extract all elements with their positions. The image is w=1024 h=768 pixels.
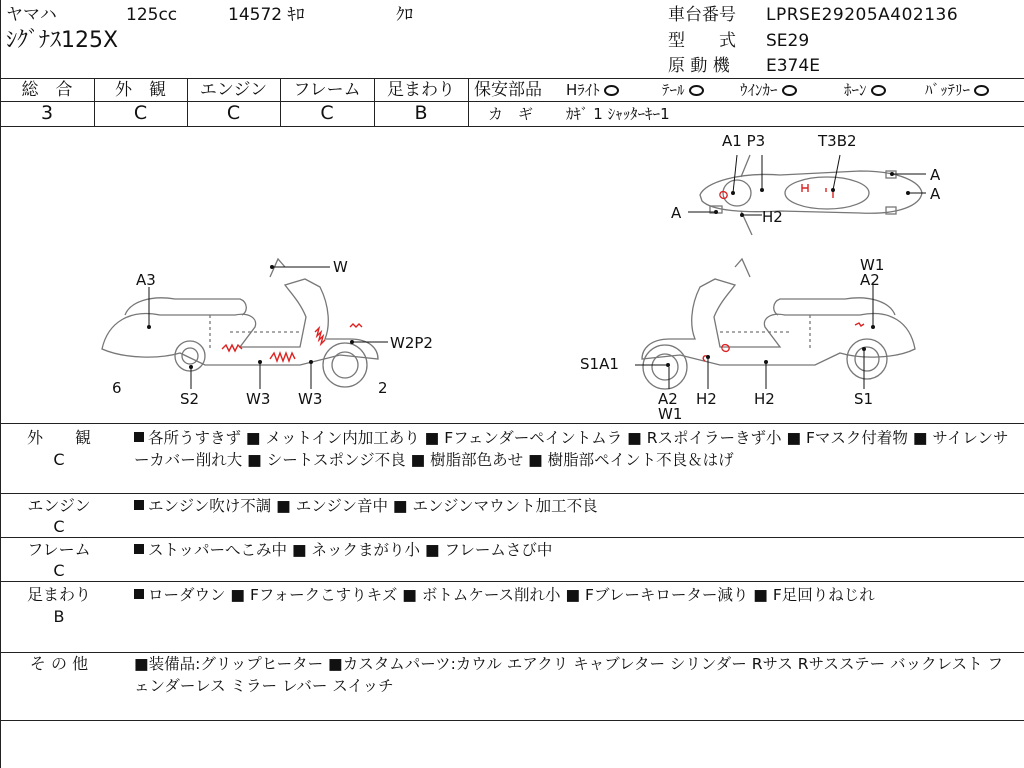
section-label: フレーム [27,540,91,559]
type-value: SE29 [766,31,810,51]
ok-circle-icon [782,85,797,96]
diagram-label: S1A1 [580,355,619,373]
diagram-label: S1 [854,390,874,408]
safety-label: 保安部品 [474,80,542,100]
type-label: 型 式 [668,31,736,51]
safety-item-battery: ﾊﾞｯﾃﾘｰ [925,80,989,100]
section-label: エンジン [27,496,91,515]
rating-frame: C [320,102,334,124]
chassis-value: LPRSE29205A402136 [766,5,959,25]
rating-suspension: B [414,102,428,124]
diagram-label: A [930,185,941,203]
mileage: 14572 ｷﾛ [228,5,305,25]
diagram-label: A3 [136,271,156,289]
rating-overall: 3 [40,102,54,124]
diagram-label: T3B2 [818,132,857,150]
section-text: ストッパーへこみ中 ■ ネックまがり小 ■ フレームさび中 [134,539,1014,561]
engine-value: E374E [766,56,820,76]
rating-engine: C [226,102,241,124]
ok-circle-icon [689,85,704,96]
section-text: 各所うすきず ■ メットイン内加工あり ■ Fフェンダーペイントムラ ■ Rスポイラーきず小 ■ Fマスク付着物 ■ サイレンサーカバー削れ大 ■ シートスポンジ不良 ■ 樹脂部色あせ ■ 樹脂部ペイント不良＆はげ [134,429,1009,469]
key-label: カ ギ [488,105,534,123]
safety-item-headlight: Hﾗｲﾄ [566,80,619,100]
diagram-label: W1 [860,256,885,274]
key-value: ｶｷﾞ 1 ｼｬｯﾀｰｷｰ1 [566,105,670,123]
diagram-label: W [333,258,348,276]
damage-diagram [0,127,1024,423]
section-text: ■装備品:グリップヒーター ■カスタムパーツ:カウル エアクリ キャブレター シリンダー Rサス Rサスステー バックレスト フェンダーレス ミラー レバー スイッチ [134,655,1004,695]
safety-item-horn: ﾎｰﾝ [844,80,886,100]
rating-header-overall: 総 合 [21,80,73,100]
diagram-label: W3 [246,390,271,408]
section-grade: C [53,561,65,580]
maker-name: ヤマハ [6,5,57,25]
diagram-label: H2 [754,390,775,408]
diagram-label: H2 [696,390,717,408]
section-text: エンジン吹け不調 ■ エンジン音中 ■ エンジンマウント加工不良 [134,495,1014,517]
displacement: 125cc [126,5,178,25]
diagram-label: H2 [762,208,783,226]
diagram-label: S2 [180,390,200,408]
bullet-icon [134,589,144,599]
rating-header-engine: エンジン [199,80,268,100]
section-grade: C [53,517,65,536]
chassis-label: 車台番号 [668,5,736,25]
section-grade: C [53,450,65,469]
diagram-label: W2P2 [390,334,433,352]
safety-item-winker: ｳｲﾝｶｰ [740,80,797,100]
diagram-label: 6 [112,379,122,397]
section-label: 外 観 [26,428,91,447]
section-label: そ の 他 [29,654,89,673]
diagram-label: A [671,204,682,222]
bullet-icon [134,500,144,510]
diagram-label: 2 [378,379,388,397]
engine-label: 原 動 機 [668,56,730,76]
safety-item-tail: ﾃｰﾙ [662,80,704,100]
section-label: 足まわり [26,585,91,604]
bullet-icon [134,544,144,554]
rating-exterior: C [133,102,148,124]
diagram-label: A1 P3 [722,132,766,150]
ok-circle-icon [604,85,619,96]
diagram-label: W3 [298,390,323,408]
diagram-label: A [930,166,941,184]
color: ｸﾛ [396,5,413,25]
rating-header-suspension: 足まわり [387,80,455,100]
leader-dots [147,172,910,369]
section-text: ローダウン ■ Fフォークこすりキズ ■ ボトムケース削れ小 ■ Fブレーキローター減り ■ F足回りねじれ [134,584,1014,606]
diagram-label: A2 [658,390,678,408]
scooter-top-view [700,155,922,235]
diagram-label: A2 [860,271,880,289]
section-grade: B [53,607,65,626]
rating-header-frame: フレーム [293,80,361,100]
diagram-label: W1 [658,405,683,423]
model-name: ｼｸﾞﾅｽ125X [6,28,119,53]
rating-header-exterior: 外 観 [115,80,166,100]
ok-circle-icon [871,85,886,96]
leader-lines [149,155,926,389]
bullet-icon [134,432,144,442]
ok-circle-icon [974,85,989,96]
